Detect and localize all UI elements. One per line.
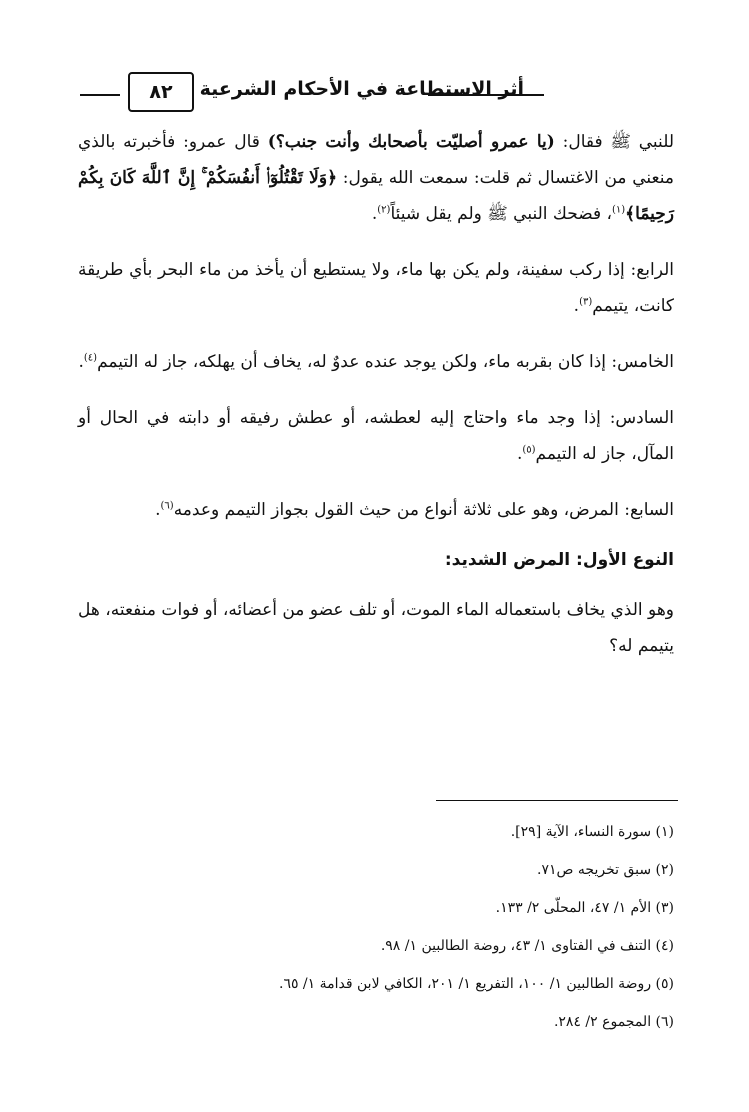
p3-text: الخامس: إذا كان بقربه ماء، ولكن يوجد عنده عدوٌ له، يخاف أن يهلكه، جاز له التيمم (97, 352, 674, 372)
footnote-ref-1: (١) (611, 204, 626, 216)
p1-part-d: ، فضحك النبي ﷺ ولم يقل شيئاً (390, 204, 612, 224)
page-header (80, 72, 672, 116)
footnote-1: (١) سورة النساء، الآية [٢٩]. (510, 824, 674, 840)
footnote-4: (٤) التنف في الفتاوى ١/ ٤٣، روضة الطالبين ١/ ٩٨. (380, 938, 674, 954)
paragraph-6: وهو الذي يخاف باستعماله الماء الموت، أو تلف عضو من أعضائه، أو فوات منفعته، هل يتيمم له؟ (78, 600, 674, 656)
p2-text: الرابع: إذا ركب سفينة، ولم يكن بها ماء، ولا يستطيع أن يأخذ من ماء البحر بأي طريقة كانت، يتيمم (78, 260, 674, 316)
main-text (78, 124, 674, 664)
p1-part-a: للنبي ﷺ فقال: (554, 132, 674, 152)
footnote-ref-4: (٤) (83, 352, 98, 364)
footnote-ref-2: (٢) (377, 204, 391, 216)
paragraph-1 (78, 124, 674, 232)
paragraph-3: الخامس: إذا كان بقربه ماء، ولكن يوجد عنده عدوٌ له، يخاف أن يهلكه، جاز له التيمم$^{(٤)}$. (78, 352, 674, 372)
footnote-separator (436, 800, 678, 801)
footnote-3: (٣) الأم ١/ ٤٧، المحلّى ٢/ ١٣٣. (495, 900, 674, 916)
header-rule-left (80, 94, 120, 96)
quran-verse: ﴿وَلَا تَقْتُلُوٓا۟ أَنفُسَكُمْ ۚ إِنَّ ٱللَّهَ كَانَ بِكُمْ رَحِيمًا﴾ (78, 168, 674, 224)
paragraph-5: السابع: المرض، وهو على ثلاثة أنواع من حيث القول بجواز التيمم وعدمه$^{(٦)}$. (155, 500, 674, 520)
p1-end: . (371, 204, 378, 224)
footnote-ref-3: (٣) (579, 296, 593, 308)
footnote-ref-6: (٦) (160, 500, 174, 512)
p5-text: السابع: المرض، وهو على ثلاثة أنواع من حيث القول بجواز التيمم وعدمه (173, 500, 674, 520)
footnotes (150, 818, 674, 1046)
p1-part-c: قال عمرو: فأخبرته بالذي منعني من الاغتسال ثم قلت: سمعت الله يقول: (78, 132, 674, 188)
footnote-2: (٢) سبق تخريجه ص٧١. (537, 862, 674, 878)
paragraph-4: السادس: إذا وجد ماء واحتاج إليه لعطشه، أو عطش رفيقه أو دابته في الحال أو المآل، جاز له التيمم$^{(٥)}$. (78, 408, 674, 464)
footnote-6: (٦) المجموع ٢/ ٢٨٤. (553, 1014, 674, 1030)
p4-text: السادس: إذا وجد ماء واحتاج إليه لعطشه، أو عطش رفيقه أو دابته في الحال أو المآل، جاز له التيمم (78, 408, 674, 464)
page-number: ٨٢ (128, 72, 194, 112)
footnote-5: (٥) روضة الطالبين ١/ ١٠٠، التفريع ١/ ٢٠١، الكافي لابن قدامة ١/ ٦٥. (278, 976, 674, 992)
footnote-ref-5: (٥) (522, 444, 536, 456)
section-heading: النوع الأول: المرض الشديد: (444, 550, 674, 570)
running-title: أثر الاستطاعة في الأحكام الشرعية (199, 78, 524, 100)
hadith-quote: (يا عمرو أصليّت بأصحابك وأنت جنب؟) (267, 132, 555, 152)
paragraph-2: الرابع: إذا ركب سفينة، ولم يكن بها ماء، ولا يستطيع أن يأخذ من ماء البحر بأي طريقة كانت، يتيمم$^{(٣)}$. (78, 260, 674, 316)
